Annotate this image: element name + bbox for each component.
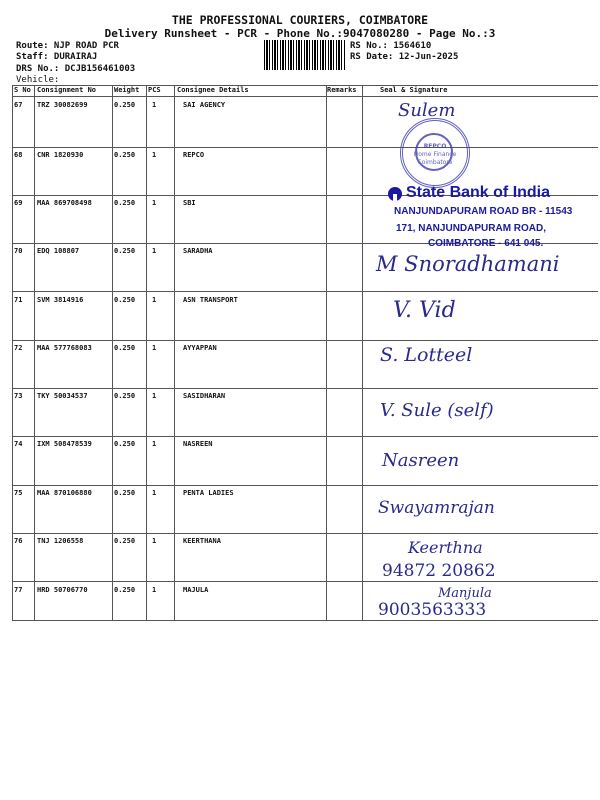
staff-label: Staff: DURAIRAJ <box>16 52 98 62</box>
row-sno: 67 <box>14 101 23 109</box>
row-pcs: 1 <box>152 440 157 448</box>
signature: S. Lotteel <box>380 344 473 366</box>
header-weight: Weight <box>114 86 140 94</box>
signature: Manjula <box>438 586 492 601</box>
row-divider <box>12 340 598 341</box>
sbi-logo-icon <box>388 187 402 201</box>
row-consignment: MAA 870106880 <box>37 489 92 497</box>
barcode <box>264 40 346 70</box>
row-sno: 72 <box>14 344 23 352</box>
row-weight: 0.250 <box>114 296 136 304</box>
column-divider <box>362 85 363 620</box>
row-pcs: 1 <box>152 392 157 400</box>
row-divider <box>12 581 598 582</box>
row-divider <box>12 533 598 534</box>
signature: Sulem <box>398 100 456 121</box>
row-pcs: 1 <box>152 344 157 352</box>
signature: V. Vid <box>393 298 456 323</box>
repco-seal <box>400 118 470 188</box>
row-consignee: SASIDHARAN <box>183 392 226 400</box>
row-divider <box>12 485 598 486</box>
row-sno: 71 <box>14 296 23 304</box>
row-sno: 77 <box>14 586 23 594</box>
row-consignment: EDQ 108807 <box>37 247 80 255</box>
signature-phone: 94872 20862 <box>382 561 496 581</box>
row-consignee: AYYAPPAN <box>183 344 217 352</box>
table-header-border <box>12 96 598 97</box>
rs-number: RS No.: 1564610 <box>350 41 432 51</box>
row-weight: 0.250 <box>114 586 136 594</box>
row-weight: 0.250 <box>114 440 136 448</box>
header-pcs: PCS <box>148 86 161 94</box>
seal-text: Home Finance <box>413 151 457 158</box>
vehicle-label: Vehicle: <box>16 75 60 85</box>
row-pcs: 1 <box>152 247 157 255</box>
column-divider <box>12 85 13 620</box>
column-divider <box>34 85 35 620</box>
row-consignment: TRZ 30082699 <box>37 101 88 109</box>
header-consignee: Consignee Details <box>177 86 249 94</box>
row-pcs: 1 <box>152 151 157 159</box>
header-consignment: Consignment No <box>37 86 97 94</box>
column-divider <box>326 85 327 620</box>
row-sno: 76 <box>14 537 23 545</box>
row-consignee: PENTA LADIES <box>183 489 234 497</box>
header-sno: S No <box>14 86 31 94</box>
row-consignee: NASREEN <box>183 440 213 448</box>
company-title: THE PROFESSIONAL COURIERS, COIMBATORE <box>171 13 429 27</box>
row-weight: 0.250 <box>114 247 136 255</box>
runsheet-subtitle: Delivery Runsheet - PCR - Phone No.:9047080280 - Page No.:3 <box>104 27 496 40</box>
seal-bank-name: State Bank of India <box>406 184 551 201</box>
row-consignment: IXM 508478539 <box>37 440 92 448</box>
row-pcs: 1 <box>152 101 157 109</box>
row-divider <box>12 291 598 292</box>
row-weight: 0.250 <box>114 392 136 400</box>
seal-text: REPCO <box>423 143 447 150</box>
row-pcs: 1 <box>152 296 157 304</box>
row-consignment: CNR 1820930 <box>37 151 84 159</box>
row-weight: 0.250 <box>114 199 136 207</box>
row-consignee: KEERTHANA <box>183 537 221 545</box>
row-weight: 0.250 <box>114 151 136 159</box>
signature: Nasreen <box>382 450 460 471</box>
drs-label: DRS No.: DCJB156461003 <box>16 64 136 74</box>
row-weight: 0.250 <box>114 101 136 109</box>
row-sno: 68 <box>14 151 23 159</box>
route-label: Route: NJP ROAD PCR <box>16 41 119 51</box>
row-divider <box>12 436 598 437</box>
row-weight: 0.250 <box>114 344 136 352</box>
row-weight: 0.250 <box>114 537 136 545</box>
row-pcs: 1 <box>152 489 157 497</box>
column-divider <box>146 85 147 620</box>
column-divider <box>112 85 113 620</box>
row-sno: 75 <box>14 489 23 497</box>
row-weight: 0.250 <box>114 489 136 497</box>
row-sno: 70 <box>14 247 23 255</box>
seal-address: COIMBATORE - 641 045. <box>428 238 544 249</box>
signature: V. Sule (self) <box>380 400 494 421</box>
row-divider <box>12 388 598 389</box>
row-consignee: REPCO <box>183 151 205 159</box>
row-consignee: ASN TRANSPORT <box>183 296 238 304</box>
row-consignment: SVM 3814916 <box>37 296 84 304</box>
row-consignment: MAA 869708498 <box>37 199 92 207</box>
signature: Swayamrajan <box>378 498 495 518</box>
row-consignee: SARADHA <box>183 247 213 255</box>
row-consignee: MAJULA <box>183 586 209 594</box>
row-sno: 69 <box>14 199 23 207</box>
row-consignee: SAI AGENCY <box>183 101 226 109</box>
signature-phone: 9003563333 <box>378 600 487 620</box>
signature: M Snoradhamani <box>376 252 560 276</box>
row-sno: 73 <box>14 392 23 400</box>
row-consignment: TNJ 1206558 <box>37 537 84 545</box>
header-remarks: Remarks <box>327 86 357 94</box>
row-consignment: TKY 50034537 <box>37 392 88 400</box>
row-consignment: HRD 50706770 <box>37 586 88 594</box>
signature: Keerthna <box>408 538 483 557</box>
row-sno: 74 <box>14 440 23 448</box>
table-bottom-border <box>12 620 598 621</box>
table-top-border <box>12 85 598 86</box>
column-divider <box>174 85 175 620</box>
rs-date: RS Date: 12-Jun-2025 <box>350 52 459 62</box>
row-consignee: SBI <box>183 199 196 207</box>
row-consignment: MAA 577768083 <box>37 344 92 352</box>
header-seal-signature: Seal & Signature <box>380 86 448 94</box>
row-divider <box>12 147 598 148</box>
seal-text: Coimbatore <box>417 159 453 166</box>
row-pcs: 1 <box>152 586 157 594</box>
row-pcs: 1 <box>152 199 157 207</box>
seal-address: 171, NANJUNDAPURAM ROAD, <box>396 223 547 234</box>
row-pcs: 1 <box>152 537 157 545</box>
seal-branch: NANJUNDAPURAM ROAD BR - 11543 <box>394 206 573 217</box>
